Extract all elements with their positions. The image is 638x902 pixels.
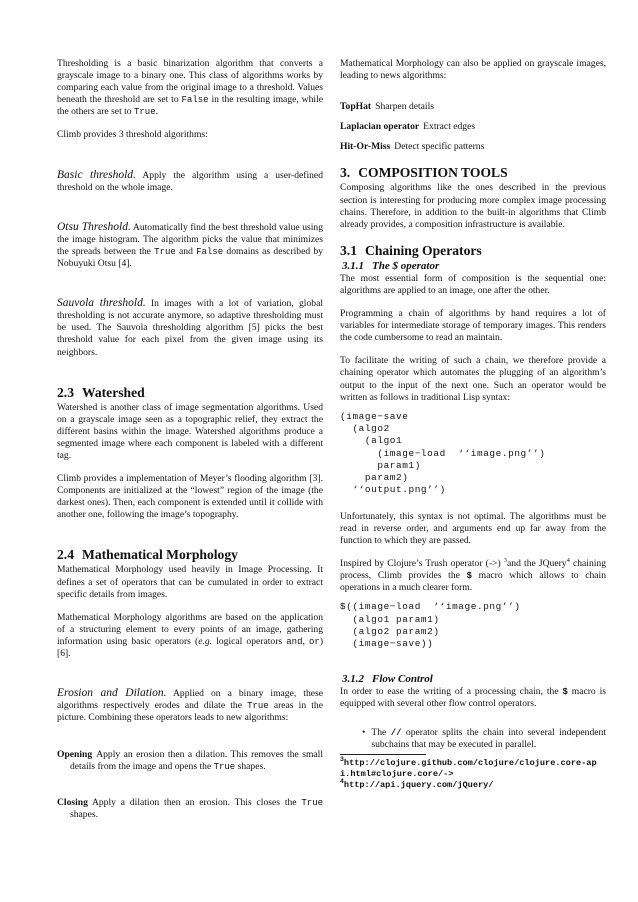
dollar-paragraph-3: To facilitate the writing of such a chain, we therefore provide a chaining operator which automates the plugging of an algorithm’s output to the input of the next one. Such an operator would be written as follows in traditional Lisp syntax: [340, 355, 606, 403]
threshold-count: Climb provides 3 threshold algorithms: [57, 129, 208, 141]
section-heading-chaining-operators: 3.1 Chaining Operators [340, 242, 482, 258]
subsection-heading-dollar-operator: 3.1.1 The $ operator [342, 259, 440, 272]
section-heading-watershed: 2.3 Watershed [57, 384, 145, 400]
right-column [340, 58, 606, 791]
dollar-paragraph-1: The most essential form of composition is the sequential one: algorithms are applied to an image, one after the other. [340, 272, 606, 296]
section-heading-composition-tools: 3. COMPOSITION TOOLS [340, 165, 508, 181]
tophat-definition: TopHat Sharpen details [340, 101, 434, 113]
opening-definition: Opening Apply an erosion then a dilation. This removes the small details from the image and opens the True shapes. [57, 749, 323, 773]
flow-control-paragraph: In order to ease the writing of a processing chain, the $ macro is equipped with several other flow control operators. [340, 685, 606, 709]
footnote-4: $^4$http://api.jquery.com/jQuery/ [340, 778, 494, 790]
section-heading-morphology: 2.4 Mathematical Morphology [57, 547, 238, 563]
bullet-icon: • [362, 726, 366, 738]
list-item [340, 727, 606, 751]
subsection-heading-flow-control: 3.1.2 Flow Control [342, 672, 433, 685]
laplacian-definition: Laplacian operator Extract edges [340, 121, 476, 133]
sauvola-threshold-paragraph: Sauvola threshold. In images with a lot of variation, global thresholding is not accurate anymore, so adaptive thresholding must be used. The Sauvola thresholding algorithm [5] picks the best threshold value for each pixel from the given image using its neighbors. [57, 297, 323, 358]
footnote-3: $^3$http://clojure.github.com/clojure/clojure.core-api.html#clojure.core/-> [340, 756, 597, 779]
erosion-dilation-paragraph: Erosion and Dilation. Applied on a binary image, these algorithms respectively erodes and dilate the True areas in the picture. Combining these operators leads to new algorithms: [57, 687, 323, 724]
watershed-paragraph-1: Watershed is another class of image segmentation algorithms. Used on a grayscale image seen as a topographic relief, they extract the different basins within the image. Watershed algorithms produce a segmented image where each component is labeled with a different tag. [57, 401, 323, 461]
morphology-paragraph-2: Mathematical Morphology algorithms are based on the application of a structuring element to every points of an image, gathering information using basic operators (e.g. logical operators and, or) [6]. [57, 611, 324, 659]
closing-definition: Closing Apply a dilation then an erosion. This closes the True shapes. [57, 796, 323, 820]
otsu-threshold-paragraph: Otsu Threshold. Automatically find the best threshold value using the image histogram. The algorithm picks the value that minimizes the spreads between the True and False domains as described by Nobuyuki Otsu [4]. [57, 220, 323, 270]
dollar-paragraph-4: Unfortunately, this syntax is not optimal. The algorithms must be read in reverse order, and arguments end up far away from the function to which they are passed. [340, 510, 606, 546]
footnote-3-link[interactable]: http://clojure.github.com/clojure/clojure.core-api.html#clojure.core/-> [340, 757, 597, 779]
footnote-4-link[interactable]: http://api.jquery.com/jQuery/ [343, 779, 494, 790]
threshold-intro: Thresholding is a basic binarization algorithm that converts a grayscale image to a binary one. This class of algorithms works by comparing each value from the original image to a threshold. Values beneath the threshold are set to False in the resulting image, while the others are set to True. [57, 58, 323, 118]
morphology-paragraph-1: Mathematical Morphology used heavily in Image Processing. It defines a set of operators that can be cumulated in order to extract specific details from images. [57, 564, 323, 600]
dollar-paragraph-5: Inspired by Clojure’s Trush operator (->) $^3$and the JQuery$^4$ chaining process, Climb provides the $ macro which allows to chain operations in a much clearer form. [340, 556, 607, 594]
left-column [57, 58, 323, 821]
dollar-paragraph-2: Programming a chain of algorithms by hand requires a lot of variables for intermediate storage of temporary images. This renders the code cumbersome to read an maintain. [340, 308, 606, 344]
list-item-text: The // operator splits the chain into several independent subchains that may be executed in parallel. [371, 726, 606, 750]
hit-or-miss-definition: Hit-Or-Miss Detect specific patterns [340, 141, 485, 153]
watershed-paragraph-2: Climb provides a implementation of Meyer’s flooding algorithm [3]. Components are initialized at the “lowest” region of the image (the darkest ones). Then, each component is extended until it collide with another one, following the image’s topography. [57, 473, 323, 521]
composition-paragraph: Composing algorithms like the ones described in the previous section is interesting for producing more complex image processing chains. Therefore, in addition to the built-in algorithms that Climb already provides, a composition infrastructure is available. [340, 182, 606, 230]
code-block-dollar-chain: $((image−load ‘‘image.png’’) (algo1 param1) (algo2 param2) (image−save)) [340, 601, 521, 650]
grayscale-morphology-intro: Mathematical Morphology can also be applied on grayscale images, leading to news algorithms: [340, 58, 606, 82]
code-block-lisp-chain: (image−save (algo2 (algo1 (image−load ‘‘image.png’’) param1) param2) ‘‘output.png’’) [340, 410, 546, 496]
basic-threshold-paragraph: Basic threshold. Apply the algorithm using a user-defined threshold on the whole image. [57, 168, 323, 193]
footnote-divider [340, 754, 426, 755]
